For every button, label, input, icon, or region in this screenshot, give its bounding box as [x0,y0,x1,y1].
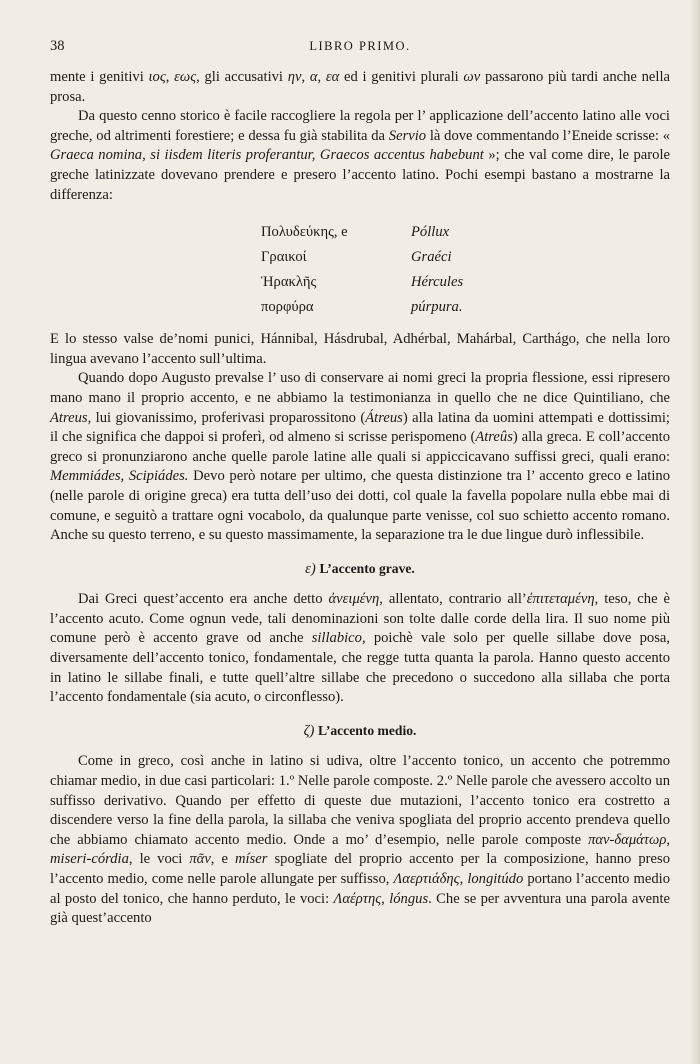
text-run: mente i genitivi [50,69,149,85]
text-run: »; che val come dire, le parole greche latinizzate dovevano prendere e presero l’accento latino. Pochi esempi bastano a mostrarne la differenza: [50,147,670,203]
text-run: Quando dopo Augusto prevalse l’ uso di conservare ai nomi greci la propria flessione, essi ripresero mano mano il proprio accento, e ne abbiamo la testimonianza in quello che ne dice Quintiliano, che [50,370,670,406]
text-run: , [165,69,175,85]
italic-term: sillabico [311,630,362,647]
greek-word: παν-δαμάτωρ [588,831,667,848]
paragraph-3: E lo stesso valse de’nomi punici, Hánnibal, Hásdrubal, Adhérbal, Mahárbal, Carthágo, che nella loro lingua avevano l’accento sull’ultima. [50,331,670,367]
body-text [50,68,670,929]
italic-term: Memmiádes, Scipiádes. [50,468,189,485]
paragraph-2 [50,107,670,205]
latin-form: Hércules [411,273,464,290]
page-header [50,38,670,58]
text-run: , [666,831,670,848]
italic-term: longitúdo [467,871,524,887]
section-letter: ε) [305,560,316,577]
paragraph-4 [50,369,670,545]
text-run: ) alla latina da uomini attempati e dottissimi; il che significa che dappoi si proferì, od almeno si scrisse perispomeno ( [50,409,670,446]
text-run: , [301,69,310,85]
example-row [50,270,670,295]
section-heading-z [50,721,670,742]
section-letter: ζ) [303,722,315,739]
paragraph-6 [50,752,670,928]
greek-form: Πολυδεύκης, e [261,223,348,240]
text-run: Come in greco, così anche in latino si udiva, oltre l’accento tonico, un accento che potremmo chiamar medio, in due casi particolari: 1.º Nelle parole composte. 2.º Nelle parole che avessero accolto un suffisso derivativo. Quando per effetto di queste due mutazioni, l’accento tonico era costretto a discendere verso la fine della parola, la sillaba che veniva spogliata del proprio accento prendeva quello che abbiamo chiamato accento medio. Onde a mo’ d’esempio, nelle parole composte [50,753,670,848]
paragraph-5 [50,590,670,708]
greek-word: ἀνειμένη [328,591,380,608]
greek-word: α [309,69,318,85]
text-run: . Che se per avventura una parola avente già quest’accento [50,890,670,927]
text-run: , [459,871,468,887]
text-run: , [381,890,390,907]
italic-term: míser [235,851,268,868]
greek-form: Ἡρακλῆς [261,273,317,290]
examples-table [50,220,670,320]
greek-word: εα [325,69,340,85]
text-run: Da questo cenno storico è facile raccogliere la regola per l’ applicazione dell’accento latino alle voci greche, od altrimenti forestiere; e dessa fu già stabilita da [50,108,670,144]
example-row [50,295,670,320]
text-run: portano l’accento medio al posto del tonico, che hanno perduto, le voci: [50,871,670,907]
book-page [50,38,670,929]
section-title: L’accento grave. [319,560,415,576]
paragraph-1 [50,68,670,107]
text-run: passarono più tardi anche nella prosa. [50,69,670,105]
greek-word: εως [174,69,197,85]
latin-form: púrpura. [411,298,463,315]
text-run: , [317,69,326,85]
italic-term: Atreus [50,409,88,426]
text-run: , le voci [128,851,190,868]
text-run: , e [210,851,236,868]
latin-quote: Graeca nomina, si iisdem literis proferantur, Graecos accentus habebunt [50,147,484,164]
greek-word: ἐπιτεταμένη [526,591,595,608]
text-run: Dai Greci quest’accento era anche detto [78,591,329,608]
example-row [50,220,670,245]
example-row [50,245,670,270]
italic-term: Átreus [365,409,403,426]
latin-form: Graéci [411,248,452,265]
text-run: ) alla greca. E coll’accento greco si pronunziarono anche quelle parole latine alle quali si appiccicavano suffissi greci, quali erano: [50,429,670,465]
greek-word: Λαέρτης [333,890,382,907]
page-edge-shadow [690,0,700,1064]
italic-term: lóngus [389,890,429,907]
italic-term: Servio [388,127,427,144]
section-heading-e [50,559,670,580]
text-run: , teso, che è l’accento acuto. Come ognun vede, tali denominazioni son tolte dalle corde della lira. Il suo nome più comune però è accento grave od anche [50,591,670,647]
latin-form: Póllux [411,223,450,240]
page-number: 38 [50,38,65,54]
text-run: Devo però notare per ultimo, che questa distinzione tra l’ accento greco e latino (nelle parole di origine greca) era tutta dell’uso dei dotti, col quale la favella popolare nulla ebbe mai di comune, e seguitò a trattare ogni vocabolo, da qualunque parte venisse, col suo schietto accento romano. Anche su questo terreno, e su questo massimamente, la separazione tra le due lingue durò inflessibile. [50,468,670,544]
greek-word: ιος [148,69,166,85]
greek-form: Γραικοί [261,248,307,265]
text-run: , lui giovanissimo, proferivasi proparossitono ( [87,409,366,426]
greek-word: Λαερτιάδης [393,871,460,887]
italic-term: miseri-córdia [50,851,129,868]
greek-word: ων [463,69,481,85]
text-run: , poichè vale solo per quelle sillabe dove posa, diversamente dell’accento tonico, fondamentale, che regge tutta quanta la parola. Hanno questo accento in latino le sillabe finali, e tutte quell’altre sillabe che precedono o succedono alla sillaba che porta l’accento fondamentale (sia acuto, o circonflesso). [50,630,671,706]
text-run: spogliate del proprio accento per la composizione, hanno preso l’accento medio, come nelle parole allungate per suffisso, [50,851,670,887]
text-run: là dove commentando l’Eneide scrisse: « [426,127,670,144]
running-title: LIBRO PRIMO. [309,39,411,53]
text-run: ed i genitivi plurali [339,69,464,85]
greek-form: πορφύρα [261,298,314,315]
text-run: , allentato, contrario all’ [379,591,527,608]
text-run: , gli accusativi [196,69,288,85]
section-title: L’accento medio. [318,722,417,738]
italic-term: Atreûs [475,429,513,446]
greek-word: ην [287,69,302,85]
greek-word: πᾶν [189,851,211,868]
